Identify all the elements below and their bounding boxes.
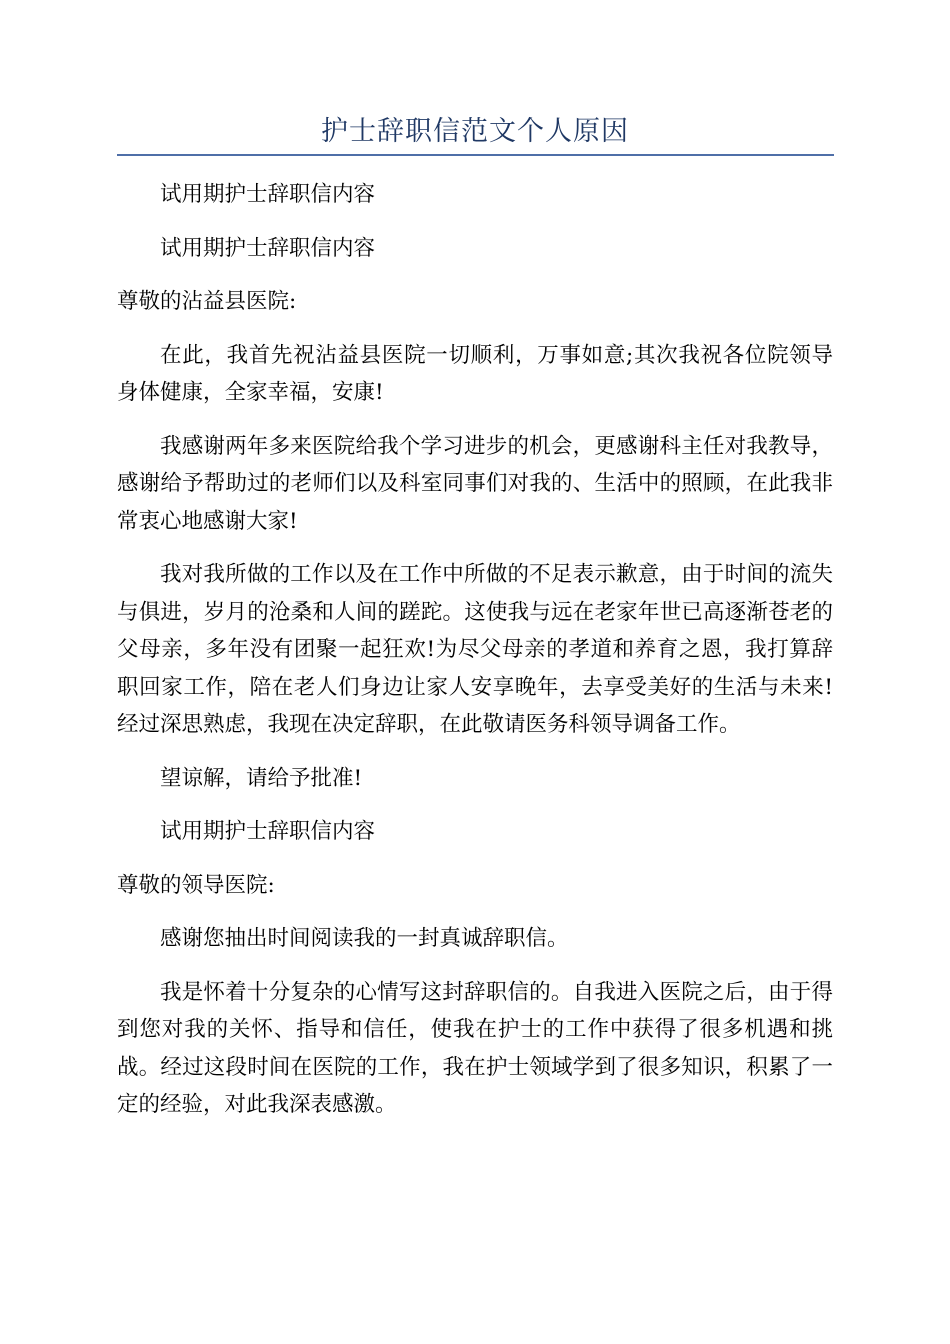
paragraph-subheading: 试用期护士辞职信内容 xyxy=(160,182,376,207)
paragraph-subheading: 试用期护士辞职信内容 xyxy=(160,819,376,844)
paragraph-body: 我对我所做的工作以及在工作中所做的不足表示歉意，由于时间的流失与俱进，岁月的沧桑和人间的蹉跎。这使我与远在老家年世已高逐渐苍老的父母亲，多年没有团聚一起狂欢!为尽父母亲的孝道和养育之恩，我打算辞职回家工作，陪在老人们身边让家人安享晚年，去享受美好的生活与未来!经过深思熟虑，我现在决定辞职，在此敬请医务科领导调备工作。 xyxy=(117,562,833,737)
paragraph-body: 在此，我首先祝沾益县医院一切顺利，万事如意;其次我祝各位院领导身体健康，全家幸福，安康! xyxy=(117,342,833,405)
title-underline-rule xyxy=(117,154,834,156)
paragraph-subheading: 试用期护士辞职信内容 xyxy=(160,235,376,261)
paragraph-salutation: 尊敬的沾益县医院: xyxy=(117,289,297,314)
document-title: 护士辞职信范文个人原因 xyxy=(321,116,629,147)
paragraph-body: 我是怀着十分复杂的心情写这封辞职信的。自我进入医院之后，由于得到您对我的关怀、指导和信任，使我在护士的工作中获得了很多机遇和挑战。经过这段时间在医院的工作，我在护士领域学到了很多知识，积累了一定的经验，对此我深表感激。 xyxy=(117,979,833,1117)
paragraph-salutation: 尊敬的领导医院: xyxy=(117,872,275,898)
document-body xyxy=(117,176,833,1140)
paragraph-body: 感谢您抽出时间阅读我的一封真诚辞职信。 xyxy=(160,926,569,951)
paragraph-body: 我感谢两年多来医院给我个学习进步的机会，更感谢科主任对我教导，感谢给予帮助过的老师们以及科室同事们对我的、生活中的照顾，在此我非常衷心地感谢大家! xyxy=(117,433,833,534)
paragraph-body: 望谅解，请给予批准! xyxy=(160,765,363,791)
